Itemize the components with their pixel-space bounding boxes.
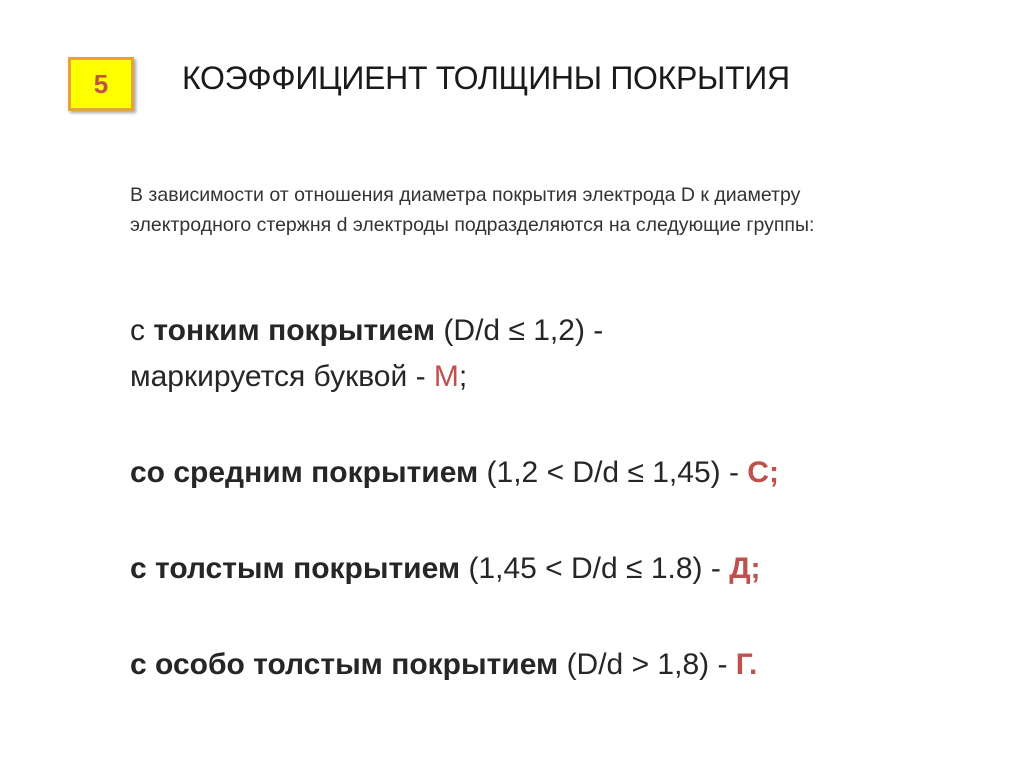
- intro-paragraph: В зависимости от отношения диаметра покрытия электрода D к диаметру электродного стержня d электроды подразделяются на следующие группы:: [130, 184, 815, 236]
- marking-letter: Д;: [729, 552, 761, 585]
- group-name: с толстым покрытием: [130, 552, 461, 585]
- group-condition: (D/d > 1,8) -: [558, 648, 736, 681]
- group-thin-coating: [130, 308, 603, 400]
- group-name: с особо толстым покрытием: [130, 648, 559, 681]
- marking-letter: С;: [747, 456, 779, 489]
- group-thick-coating: [130, 546, 761, 592]
- slide-number: 5: [93, 68, 109, 99]
- group-medium-coating: [130, 450, 779, 496]
- group-condition: (1,2 < D/d ≤ 1,45) -: [478, 456, 748, 489]
- group-extra-thick-coating: [130, 642, 757, 688]
- group-name: тонким покрытием: [153, 314, 436, 347]
- group-name: со средним покрытием: [130, 456, 479, 489]
- group-prefix: с: [130, 314, 154, 347]
- slide-number-badge: [68, 57, 134, 111]
- marking-text: маркируется буквой -: [130, 360, 434, 393]
- group-condition: (1,45 < D/d ≤ 1.8) -: [460, 552, 730, 585]
- marking-letter: М: [433, 360, 459, 393]
- slide-title: КОЭФФИЦИЕНТ ТОЛЩИНЫ ПОКРЫТИЯ: [182, 60, 790, 96]
- group-condition: (D/d ≤ 1,2) -: [435, 314, 604, 347]
- marking-suffix: ;: [458, 360, 468, 393]
- marking-letter: Г.: [735, 648, 758, 681]
